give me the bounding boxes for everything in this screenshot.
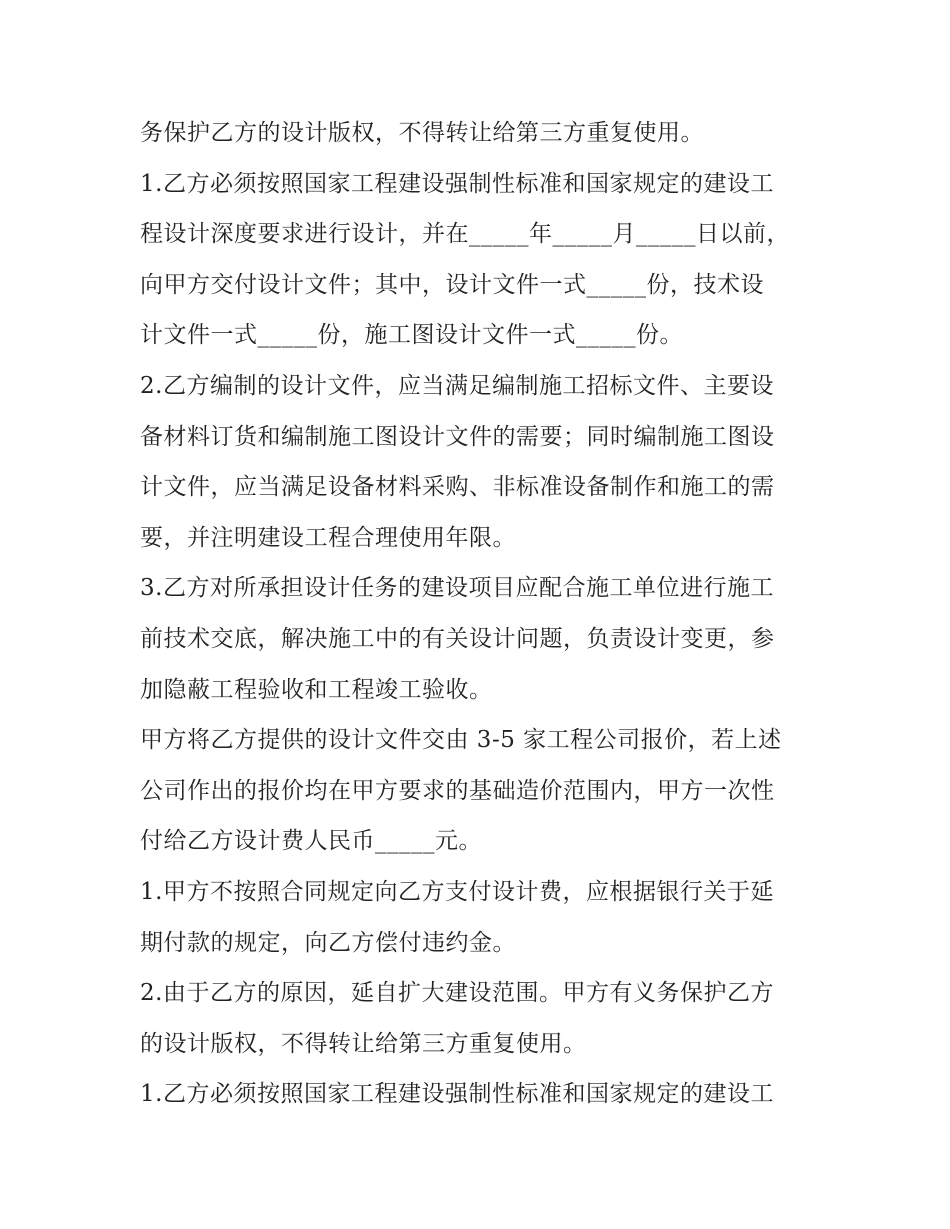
text-line: 3.乙方对所承担设计任务的建设项目应配合施工单位进行施工 — [140, 575, 774, 602]
text-line: 的设计版权，不得转让给第三方重复使用。 — [140, 1030, 587, 1057]
text-line: 2.由于乙方的原因，延自扩大建设范围。甲方有义务保护乙方 — [140, 980, 774, 1007]
text-line: 要，并注明建设工程合理使用年限。 — [140, 524, 516, 551]
text-line: 程设计深度要求进行设计，并在_____年_____月_____日以前， — [140, 221, 790, 248]
text-line: 向甲方交付设计文件；其中，设计文件一式_____份，技术设 — [140, 271, 764, 298]
text-line: 计文件，应当满足设备材料采购、非标准设备制作和施工的需 — [140, 474, 775, 501]
document-body — [140, 108, 820, 1120]
text-line: 1.乙方必须按照国家工程建设强制性标准和国家规定的建设工 — [140, 170, 774, 197]
text-line: 加隐蔽工程验收和工程竣工验收。 — [140, 676, 493, 703]
text-line: 备材料订货和编制施工图设计文件的需要；同时编制施工图设 — [140, 423, 775, 450]
text-line: 前技术交底，解决施工中的有关设计问题，负责设计变更，参 — [140, 625, 775, 652]
text-line: 甲方将乙方提供的设计文件交由 3-5 家工程公司报价，若上述 — [140, 727, 782, 754]
text-line: 1.甲方不按照合同规定向乙方支付设计费，应根据银行关于延 — [140, 878, 774, 905]
text-line: 公司作出的报价均在甲方要求的基础造价范围内，甲方一次性 — [140, 777, 775, 804]
text-line: 付给乙方设计费人民币_____元。 — [140, 828, 482, 855]
text-line: 1.乙方必须按照国家工程建设强制性标准和国家规定的建设工 — [140, 1081, 774, 1108]
text-line: 期付款的规定，向乙方偿付违约金。 — [140, 929, 516, 956]
text-line: 务保护乙方的设计版权，不得转让给第三方重复使用。 — [140, 120, 704, 146]
text-line: 2.乙方编制的设计文件，应当满足编制施工招标文件、主要设 — [140, 372, 774, 399]
text-line: 计文件一式_____份，施工图设计文件一式_____份。 — [140, 322, 683, 349]
